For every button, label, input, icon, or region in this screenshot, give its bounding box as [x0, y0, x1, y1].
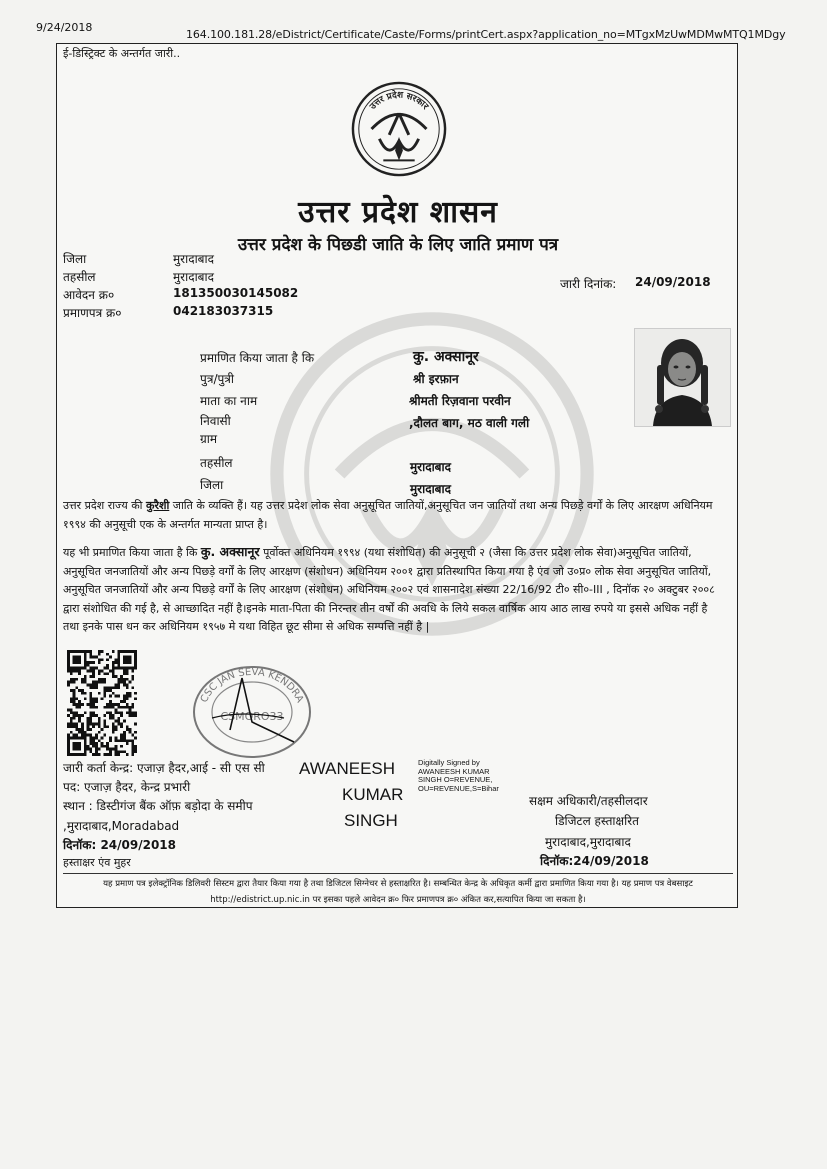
issuer-center: जारी कर्ता केन्द्र: एजाज़ हैदर,आई - सी एस सी	[63, 761, 265, 775]
certified-label: प्रमाणित किया जाता है कि	[200, 351, 315, 365]
resident-label: निवासी	[200, 414, 231, 428]
signer-name-2: KUMAR	[342, 785, 404, 804]
csc-stamp	[182, 660, 322, 760]
district-value: मुरादाबाद	[173, 252, 215, 266]
mother-name: श्रीमती रिज़वाना परवीन	[409, 394, 511, 408]
up-emblem-icon	[350, 80, 448, 178]
svg-text:CSC JAN SEVA KENDRA	[199, 667, 305, 705]
details-district: मुरादाबाद	[410, 482, 452, 496]
issuer-sign-label: हस्ताक्षर एंव मुहर	[63, 856, 131, 869]
applicant-name-inline: कु. अक्सानूर	[200, 544, 260, 559]
signer-name-3: SINGH	[344, 811, 398, 830]
signature-meta: Digitally Signed by AWANEESH KUMAR SINGH O=REVENUE, OU=REVENUE,S=Bihar	[418, 758, 499, 793]
qr-code	[67, 650, 137, 756]
issue-date: 24/09/2018	[635, 275, 711, 289]
details-district-label: जिला	[200, 478, 224, 492]
issuer-post: पद: एजाज़ हैदर, केन्द्र प्रभारी	[63, 780, 191, 794]
authority-date: दिनॉक:24/09/2018	[540, 854, 649, 868]
caste-statement: उत्तर प्रदेश राज्य की कुरैशी जाति के व्यक्ति हैं। यह उत्तर प्रदेश लोक सेवा अनुसूचित जातियों,अनुसूचित जन जातियों तथा अन्य पिछड़े वर्गों के लिए आरक्षण अधिनियम १९९४ की अनुसूची एक के अन्तर्गत मान्यता प्राप्त है।	[63, 499, 713, 531]
certificate-number: 042183037315	[173, 304, 274, 318]
certificate-number-label: प्रमाणपत्र क्र०	[63, 306, 122, 320]
application-label: आवेदन क्र०	[63, 288, 115, 302]
issuer-place: स्थान : डिस्टीगंज बैंक ऑफ़ बड़ोदा के समीप	[63, 799, 253, 813]
svg-text:उत्तर प्रदेश सरकार	[367, 89, 430, 113]
tehsil-label: तहसील	[63, 270, 96, 284]
print-url: 164.100.181.28/eDistrict/Certificate/Caste/Forms/printCert.aspx?application_no=MTgxMzUwMDMwMTQ1MDgy	[186, 28, 786, 41]
signer-name-1: AWANEESH	[299, 759, 396, 778]
resident-address: ,दौलत बाग, मठ वाली गली	[409, 416, 530, 430]
edistrict-note: ई-डिस्ट्रिक्ट के अन्तर्गत जारी..	[63, 47, 181, 60]
stamp-inner: CSMORO33	[220, 710, 284, 723]
details-tehsil: मुरादाबाद	[410, 460, 452, 474]
relation-label: पुत्र/पुत्री	[200, 372, 235, 386]
tehsil-value: मुरादाबाद	[173, 270, 215, 284]
authority-place: मुरादाबाद,मुरादाबाद	[545, 835, 631, 849]
village-label: ग्राम	[200, 432, 218, 446]
authority-signed: डिजिटल हस्ताक्षरित	[555, 814, 639, 828]
certificate	[56, 43, 738, 908]
father-name: श्री इरफ़ान	[413, 372, 459, 386]
district-label: जिला	[63, 252, 87, 266]
creamy-layer-statement: यह भी प्रमाणित किया जाता है कि कु. अक्सानूर पूर्वोक्त अधिनियम १९९४ (यथा संशोधित) की अनुसूची २ (जैसा कि उत्तर प्रदेश लोक सेवा)अनुसूचित जातियों, अनुसूचित जनजातियों और अन्य पिछड़े वर्गों के लिए आरक्षण (संशोधन) अधिनियम २००१ द्वारा प्रतिस्थापित किया गया है एंव जो उ०प्र० लोक सेवा अनुसूचित जातियों, अनुसूचित जनजातियों और अन्य पिछड़े वर्गों के लिए आरक्षण (संशोधन) अधिनियम २००२ एवं शासनादेश संख्या 22/16/92 टी० सी०-III , दिनॉक २० अक्टुबर २००८ द्वारा संशोधित की गई है, से आच्छादित नहीं है।इनके माता-पिता की निरन्तर तीन वर्षों की अवधि के लिये सकल वार्षिक आय आठ लाख रुपये या इससे अधिक नहीं है तथा इनके पास धन कर अधिनियम १९५७ मे यथा विहित छूट सीमा से अधिक सम्पत्ति नहीं है |	[63, 544, 715, 633]
emblem-text: उत्तर प्रदेश सरकार	[368, 90, 430, 112]
issue-date-label: जारी दिनांक:	[560, 277, 617, 291]
caste-name: कुरैशी	[146, 499, 170, 512]
mother-label: माता का नाम	[200, 394, 258, 408]
applicant-name: कु. अक्सानूर	[413, 349, 479, 365]
stamp-text: CSC JAN SEVA KENDRA	[198, 666, 306, 705]
application-number: 181350030145082	[173, 286, 299, 300]
verification-footer: यह प्रमाण पत्र इलेक्ट्रॉनिक डिलिवरी सिस्टम द्वारा तैयार किया गया है तथा डिजिटल सिग्नेचर से हस्ताक्षरित है। सम्बन्धित केन्द्र के अधिकृत कर्मी द्वारा प्रमाणित किया गया है। यह प्रमाण पत्र वेबसाइट http://edistrict.up.nic.in पर इसका पहले आवेदन क्र० फिर प्रमाणपत्र क्र० अंकित कर,सत्यापित किया जा सकता है।	[63, 873, 733, 908]
authority-title: सक्षम अधिकारी/तहसीलदार	[529, 794, 648, 808]
applicant-photo	[634, 328, 731, 427]
details-tehsil-label: तहसील	[200, 456, 233, 470]
issuer-city: ,मुरादाबाद,Moradabad	[63, 819, 180, 833]
certificate-title: उत्तर प्रदेश शासन	[298, 195, 498, 230]
certificate-subtitle: उत्तर प्रदेश के पिछडी जाति के लिए जाति प्रमाण पत्र	[237, 235, 559, 255]
issuer-date: दिनॉक: 24/09/2018	[63, 838, 177, 852]
print-date: 9/24/2018	[36, 21, 93, 34]
